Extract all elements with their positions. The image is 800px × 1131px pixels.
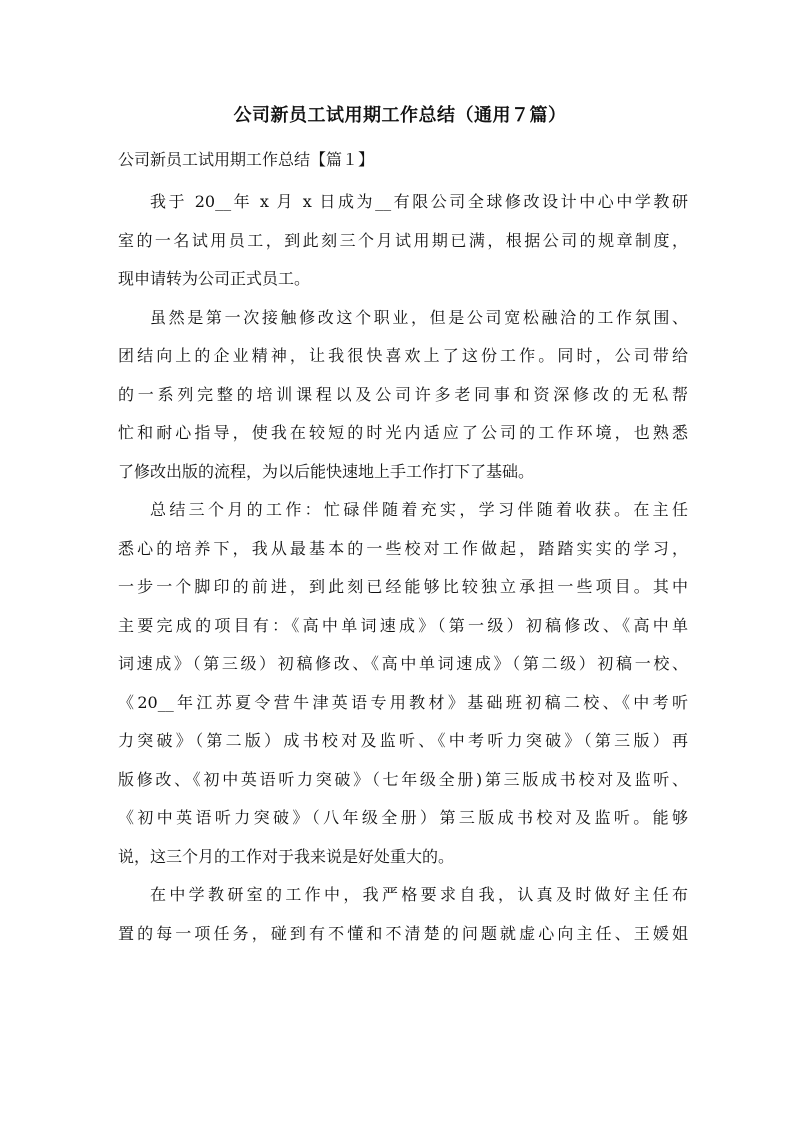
document-title: 公司新员工试用期工作总结（通用７篇）: [233, 105, 567, 126]
text-line: 忙和耐心指导，使我在较短的时光内适应了公司的工作环境，也熟悉: [118, 423, 688, 442]
text-line: 现申请转为公司正式员工。: [118, 269, 311, 288]
text-line: 团结向上的企业精神，让我很快喜欢上了这份工作。同时，公司带给: [118, 346, 688, 365]
text-line: 一步一个脚印的前进，到此刻已经能够比较独立承担一些项目。其中: [118, 577, 688, 596]
document-body: [118, 183, 688, 953]
text-line: 我于 20__年 x 月 x 日成为__有限公司全球修改设计中心中学教研: [150, 192, 688, 211]
paragraph: [118, 299, 688, 492]
text-line: 《20__年江苏夏令营牛津英语专用教材》基础班初稿二校、《中考听: [118, 692, 688, 712]
text-line: 了修改出版的流程，为以后能快速地上手工作打下了基础。: [118, 461, 535, 481]
text-line: 词速成》（第三级）初稿修改、《高中单词速成》（第二级）初稿一校、: [118, 654, 688, 673]
text-line: 说，这三个月的工作对于我来说是好处重大的。: [118, 846, 455, 866]
paragraph: [118, 491, 688, 876]
text-line: 力突破》（第二版）成书校对及监听、《中考听力突破》（第三版）再: [118, 731, 688, 750]
text-line: 悉心的培养下，我从最基本的一些校对工作做起，踏踏实实的学习，: [118, 538, 688, 558]
section-title: 公司新员工试用期工作总结【篇１】: [118, 150, 375, 169]
text-line: 总结三个月的工作：忙碌伴随着充实，学习伴随着收获。在主任: [150, 500, 688, 519]
text-line: 版修改、《初中英语听力突破》（七年级全册)第三版成书校对及监听、: [118, 769, 688, 789]
text-line: 《初中英语听力突破》（八年级全册）第三版成书校对及监听。能够: [118, 808, 688, 827]
text-line: 置的每一项任务，碰到有不懂和不清楚的问题就虚心向主任、王媛姐: [118, 923, 688, 943]
text-line: 室的一名试用员工，到此刻三个月试用期已满，根据公司的规章制度，: [118, 230, 688, 250]
text-line: 在中学教研室的工作中，我严格要求自我，认真及时做好主任布: [150, 885, 688, 904]
paragraph: [118, 876, 688, 953]
paragraph: [118, 183, 688, 299]
text-line: 主要完成的项目有：《高中单词速成》（第一级）初稿修改、《高中单: [118, 615, 688, 635]
text-line: 虽然是第一次接触修改这个职业，但是公司宽松融洽的工作氛围、: [150, 307, 688, 327]
text-line: 的一系列完整的培训课程以及公司许多老同事和资深修改的无私帮: [118, 384, 688, 404]
